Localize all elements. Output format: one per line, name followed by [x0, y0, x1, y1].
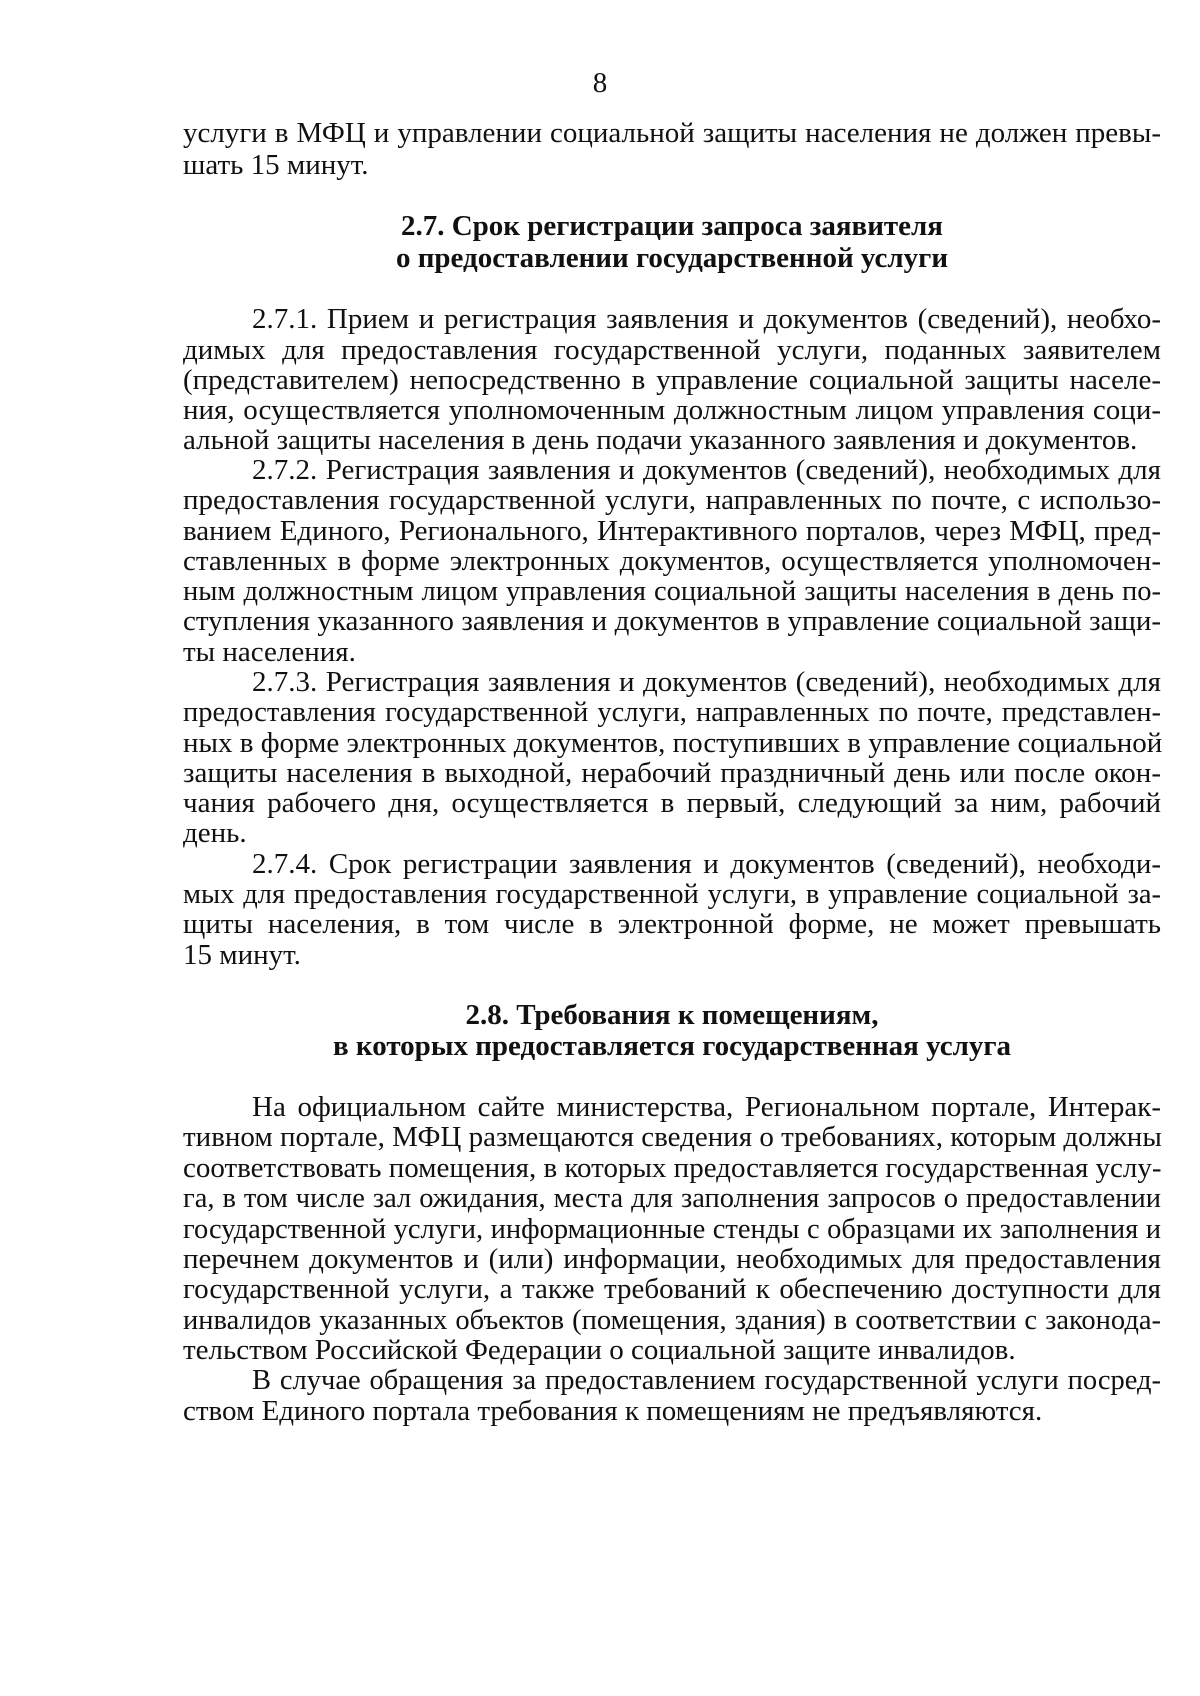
section-2-8-heading-line-1: 2.8. Требования к помещениям,	[465, 999, 879, 1031]
page-number: 8	[592, 67, 608, 99]
para-2-7-2-line-4: ставленных в форме электронных документов, осуществляется уполномочен-	[183, 545, 1161, 577]
para-2-8-1-line-2: тивном портале, МФЦ размещаются сведения о требованиях, которым должны	[183, 1121, 1162, 1153]
intro-line-1: услуги в МФЦ и управлении социальной защиты населения не должен превы-	[183, 117, 1161, 149]
para-2-7-3-line-1: 2.7.3. Регистрация заявления и документов (сведений), необходимых для	[252, 666, 1161, 698]
para-2-8-1-line-4: га, в том числе зал ожидания, места для заполнения запросов о предоставлении	[183, 1183, 1161, 1214]
para-2-7-1-line-3: (представителем) непосредственно в управление социальной защиты населе-	[183, 364, 1161, 396]
para-2-7-1-line-1: 2.7.1. Прием и регистрация заявления и документов (сведений), необхо-	[252, 303, 1161, 335]
para-2-7-3-line-3: ных в форме электронных документов, поступивших в управление социальной	[183, 727, 1163, 759]
para-2-7-4-line-1: 2.7.4. Срок регистрации заявления и документов (сведений), необходи-	[252, 848, 1161, 880]
section-2-7-heading-line-2: о предоставлении государственной услуги	[395, 242, 949, 274]
para-2-7-4-line-2: мых для предоставления государственной услуги, в управление социальной за-	[183, 879, 1161, 910]
para-2-8-1-line-7: государственной услуги, а также требований к обеспечению доступности для	[183, 1273, 1161, 1305]
para-2-8-2-line-2: ством Единого портала требования к помещениям не предъявляются.	[183, 1395, 1043, 1427]
section-2-7-heading-line-1: 2.7. Срок регистрации запроса заявителя	[400, 210, 943, 242]
para-2-7-3-line-5: чания рабочего дня, осуществляется в первый, следующий за ним, рабочий	[183, 787, 1161, 819]
para-2-7-3-line-4: защиты населения в выходной, нерабочий праздничный день или после окон-	[183, 757, 1161, 789]
para-2-7-2-line-3: ванием Единого, Регионального, Интерактивного порталов, через МФЦ, пред-	[183, 515, 1161, 547]
para-2-7-1-line-5: альной защиты населения в день подачи указанного заявления и документов.	[183, 424, 1138, 456]
para-2-7-3-line-6: день.	[183, 817, 247, 849]
para-2-7-2-line-7: ты населения.	[183, 636, 356, 668]
para-2-8-1-line-8: инвалидов указанных объектов (помещения, здания) в соответствии с законода-	[183, 1305, 1161, 1336]
para-2-8-1-line-1: На официальном сайте министерства, Региональном портале, Интерак-	[252, 1091, 1161, 1123]
para-2-7-3-line-2: предоставления государственной услуги, направленных по почте, представлен-	[183, 697, 1161, 728]
para-2-7-2-line-6: ступления указанного заявления и документов в управление социальной защи-	[183, 605, 1161, 637]
para-2-8-1-line-5: государственной услуги, информационные стенды с образцами их заполнения и	[183, 1214, 1161, 1245]
para-2-7-2-line-2: предоставления государственной услуги, направленных по почте, с использо-	[183, 484, 1161, 516]
para-2-7-1-line-4: ния, осуществляется уполномоченным должностным лицом управления соци-	[183, 394, 1161, 426]
para-2-7-2-line-1: 2.7.2. Регистрация заявления и документов (сведений), необходимых для	[252, 454, 1161, 486]
para-2-7-2-line-5: ным должностным лицом управления социальной защиты населения в день по-	[183, 576, 1161, 607]
para-2-7-4-line-3: щиты населения, в том числе в электронной форме, не может превышать	[183, 908, 1161, 940]
para-2-7-1-line-2: димых для предоставления государственной услуги, поданных заявителем	[183, 334, 1161, 366]
para-2-8-1-line-9: тельством Российской Федерации о социальной защите инвалидов.	[183, 1334, 1016, 1366]
intro-line-2: шать 15 минут.	[183, 149, 369, 181]
para-2-8-1-line-3: соответствовать помещения, в которых предоставляется государственная услу-	[183, 1152, 1162, 1184]
para-2-8-1-line-6: перечнем документов и (или) информации, необходимых для предоставления	[183, 1243, 1161, 1275]
para-2-8-2-line-1: В случае обращения за предоставлением государственной услуги посред-	[252, 1365, 1161, 1396]
section-2-8-heading-line-2: в которых предоставляется государственная услуга	[332, 1030, 1012, 1062]
para-2-7-4-line-4: 15 минут.	[183, 939, 301, 971]
